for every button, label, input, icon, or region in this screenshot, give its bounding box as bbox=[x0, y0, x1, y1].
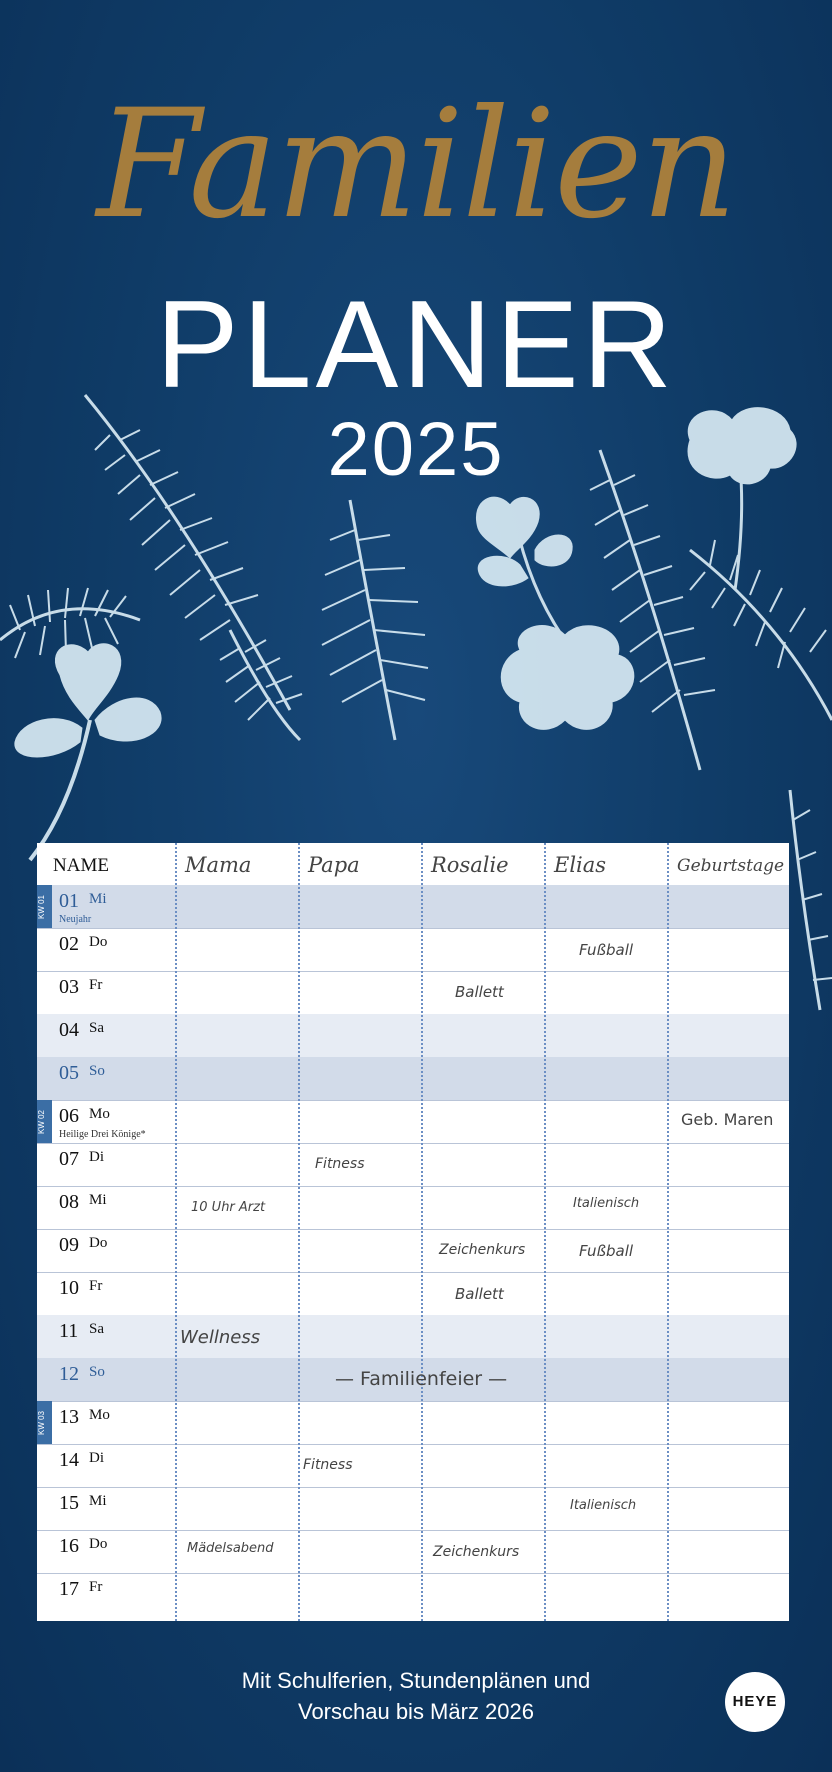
day-number: 11 bbox=[59, 1320, 79, 1342]
entry-rosalie-zeichenkurs-2: Zeichenkurs bbox=[433, 1544, 520, 1560]
fern-center-illustration bbox=[322, 500, 428, 740]
flower-illustration bbox=[501, 626, 634, 730]
entry-papa-fitness: Fitness bbox=[315, 1156, 365, 1172]
week-marker: KW 01 bbox=[37, 885, 52, 928]
weekday: Di bbox=[89, 1450, 104, 1466]
entry-mama-arzt: 10 Uhr Arzt bbox=[191, 1200, 266, 1215]
week-marker: KW 03 bbox=[37, 1401, 52, 1444]
weekday: Fr bbox=[89, 1579, 103, 1595]
header-geburtstage-label: Geburtstage bbox=[677, 856, 785, 876]
day-row[interactable] bbox=[37, 1057, 789, 1101]
header-elias bbox=[544, 843, 667, 886]
day-row[interactable] bbox=[37, 1100, 789, 1144]
header-elias-label: Elias bbox=[554, 853, 607, 877]
planner-sheet bbox=[37, 843, 789, 1621]
week-marker: KW 02 bbox=[37, 1100, 52, 1143]
column-divider bbox=[421, 843, 423, 1621]
entry-elias-fussball: Fußball bbox=[579, 941, 634, 959]
footer-line-2: Vorschau bis März 2026 bbox=[297, 1699, 535, 1724]
day-number: 10 bbox=[59, 1277, 79, 1299]
day-row[interactable] bbox=[37, 1315, 789, 1359]
entry-rosalie-ballett-2: Ballett bbox=[455, 1285, 504, 1303]
column-divider bbox=[298, 843, 300, 1621]
day-row[interactable] bbox=[37, 928, 789, 972]
day-number: 04 bbox=[59, 1019, 79, 1041]
weekday: Sa bbox=[89, 1321, 104, 1337]
day-row[interactable] bbox=[37, 1186, 789, 1230]
holiday-label: Neujahr bbox=[59, 914, 92, 925]
weekday: Do bbox=[89, 934, 108, 950]
day-number: 15 bbox=[59, 1492, 79, 1514]
day-number: 03 bbox=[59, 976, 79, 998]
weekday: Mi bbox=[89, 891, 107, 907]
entry-rosalie-zeichenkurs: Zeichenkurs bbox=[439, 1242, 526, 1258]
day-row[interactable] bbox=[37, 1444, 789, 1488]
day-row[interactable] bbox=[37, 1014, 789, 1058]
weekday: Mo bbox=[89, 1106, 110, 1122]
day-row[interactable] bbox=[37, 1272, 789, 1316]
day-number: 05 bbox=[59, 1062, 79, 1084]
cover-footer bbox=[0, 1665, 832, 1727]
weekday: Di bbox=[89, 1149, 104, 1165]
weekday: Do bbox=[89, 1536, 108, 1552]
weekday: So bbox=[89, 1063, 105, 1079]
header-geburtstage bbox=[667, 843, 789, 886]
holiday-label: Heilige Drei Könige* bbox=[59, 1129, 146, 1140]
weekday: Mi bbox=[89, 1192, 107, 1208]
day-row[interactable] bbox=[37, 1229, 789, 1273]
weekday: Mi bbox=[89, 1493, 107, 1509]
header-name-label: NAME bbox=[53, 855, 109, 876]
column-divider bbox=[667, 843, 669, 1621]
header-name bbox=[37, 843, 175, 886]
entry-rosalie-ballett: Ballett bbox=[455, 983, 504, 1001]
day-row[interactable] bbox=[37, 971, 789, 1015]
column-divider bbox=[175, 843, 177, 1621]
entry-familienfeier: — Familienfeier — bbox=[335, 1368, 508, 1390]
entry-mama-maedelsabend: Mädelsabend bbox=[187, 1541, 274, 1556]
sprig-right-illustration bbox=[790, 790, 832, 1010]
day-row[interactable] bbox=[37, 1143, 789, 1187]
clover-left-illustration bbox=[15, 644, 161, 860]
entry-birthday-maren: Geb. Maren bbox=[681, 1110, 774, 1129]
entry-elias-italienisch: Italienisch bbox=[573, 1196, 640, 1211]
footer-line-1: Mit Schulferien, Stundenplänen und bbox=[241, 1668, 591, 1693]
header-mama-label: Mama bbox=[185, 853, 252, 877]
weekday: Sa bbox=[89, 1020, 104, 1036]
weekday: Mo bbox=[89, 1407, 110, 1423]
day-row[interactable] bbox=[37, 1573, 789, 1616]
day-row[interactable] bbox=[37, 885, 789, 929]
day-number: 07 bbox=[59, 1148, 79, 1170]
day-row[interactable] bbox=[37, 1487, 789, 1531]
header-mama bbox=[175, 843, 298, 886]
header-papa-label: Papa bbox=[308, 853, 360, 877]
header-rosalie bbox=[421, 843, 544, 886]
day-number: 13 bbox=[59, 1406, 79, 1428]
day-number: 09 bbox=[59, 1234, 79, 1256]
weekday: Do bbox=[89, 1235, 108, 1251]
entry-elias-fussball-2: Fußball bbox=[579, 1242, 634, 1260]
entry-mama-wellness: Wellness bbox=[180, 1327, 261, 1348]
day-number: 12 bbox=[59, 1363, 79, 1385]
day-number: 06 bbox=[59, 1105, 79, 1127]
fern-lower-illustration bbox=[220, 630, 302, 740]
weekday: Fr bbox=[89, 977, 103, 993]
title-main: PLANER bbox=[155, 276, 677, 414]
title-year: 2025 bbox=[327, 407, 505, 492]
day-number: 14 bbox=[59, 1449, 79, 1471]
day-number: 02 bbox=[59, 933, 79, 955]
column-divider bbox=[544, 843, 546, 1621]
fern-far-right-illustration bbox=[690, 540, 832, 720]
entry-papa-fitness-2: Fitness bbox=[303, 1457, 353, 1473]
day-number: 08 bbox=[59, 1191, 79, 1213]
weekday: Fr bbox=[89, 1278, 103, 1294]
fern-right-illustration bbox=[590, 450, 715, 770]
title-script: Familien bbox=[96, 78, 736, 252]
publisher-logo: HEYE bbox=[725, 1672, 785, 1732]
heart-leaves-illustration bbox=[476, 497, 572, 640]
planner-table bbox=[37, 843, 789, 1621]
day-row[interactable] bbox=[37, 1401, 789, 1445]
header-rosalie-label: Rosalie bbox=[431, 853, 509, 877]
day-row[interactable] bbox=[37, 1530, 789, 1574]
day-number: 17 bbox=[59, 1578, 79, 1600]
entry-elias-italienisch-2: Italienisch bbox=[570, 1498, 637, 1513]
weekday: So bbox=[89, 1364, 105, 1380]
header-papa bbox=[298, 843, 421, 886]
day-number: 01 bbox=[59, 890, 79, 912]
day-number: 16 bbox=[59, 1535, 79, 1557]
